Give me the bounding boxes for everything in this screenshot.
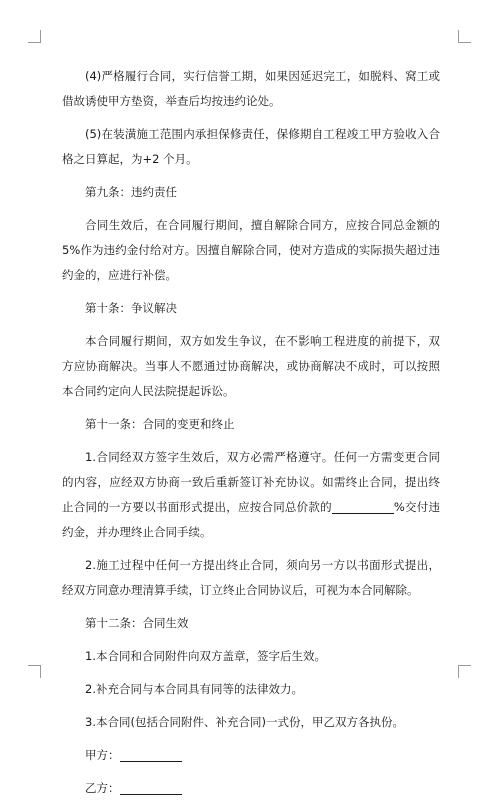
party-b-label: 乙方： xyxy=(85,781,120,795)
crop-mark-bottom-left xyxy=(28,665,41,678)
party-a-label: 甲方： xyxy=(85,748,120,762)
article-11-paragraph-1 xyxy=(62,445,440,545)
party-b-signature-blank[interactable] xyxy=(120,780,182,795)
crop-mark-top-right xyxy=(458,30,471,43)
article-12-heading: 第十二条：合同生效 xyxy=(85,616,189,630)
article-10-heading: 第十条：争议解决 xyxy=(85,301,177,315)
article-10-text: 本合同履行期间，双方如发生争议，在不影响工程进度的前提下，双方应协商解决。当事人不愿通过协商解决，或协商解决不成时，可以按照本合同约定向人民法院提起诉讼。 xyxy=(62,334,440,398)
clause-4: (4)严格履行合同，实行信誉工期，如果因延迟完工，如脱料、窝工或借故诱使甲方垫资，举查后均按违约论处。 xyxy=(62,69,440,108)
crop-mark-top-left xyxy=(28,30,41,43)
article-11-p1-text-before: 1.合同经双方签字生效后，双方必需严格遵守。任何一方需变更合同的内容，应经双方协商一致后重新签订补充协议。如需终止合同，提出终止合同的一方要以书面形式提出，应按合同总价款的 xyxy=(62,450,440,514)
party-a-signature-line xyxy=(62,743,440,768)
clause-5: (5)在装潢施工范围内承担保修责任，保修期自工程竣工甲方验收入合格之日算起，为+2 个月。 xyxy=(62,127,440,166)
article-11-paragraph-2: 2.施工过程中任何一方提出终止合同，须向另一方以书面形式提出，经双方同意办理清算手续，订立终止合同协议后，可视为本合同解除。 xyxy=(62,558,440,597)
penalty-percent-blank[interactable] xyxy=(332,499,394,514)
document-body xyxy=(62,64,440,809)
article-12-item-1: 1.本合同和合同附件向双方盖章，签字后生效。 xyxy=(85,649,326,663)
party-b-signature-line xyxy=(62,776,440,801)
article-9-heading: 第九条：违约责任 xyxy=(85,185,177,199)
article-11-heading: 第十一条：合同的变更和终止 xyxy=(85,417,235,431)
article-9-text: 合同生效后，在合同履行期间，擅自解除合同方，应按合同总金额的 5%作为违约金付给对方。因擅自解除合同，使对方造成的实际损失超过违约金的，应进行补偿。 xyxy=(62,218,440,282)
party-a-signature-blank[interactable] xyxy=(120,747,182,762)
article-12-item-2: 2.补充合同与本合同具有同等的法律效力。 xyxy=(85,682,303,696)
crop-mark-bottom-right xyxy=(458,665,471,678)
article-11-p1-text-after: %交付违约金，并办理终止合同手续。 xyxy=(62,500,441,539)
article-12-item-3: 3.本合同(包括合同附件、补充合同)一式份，甲乙双方各执份。 xyxy=(85,715,404,729)
